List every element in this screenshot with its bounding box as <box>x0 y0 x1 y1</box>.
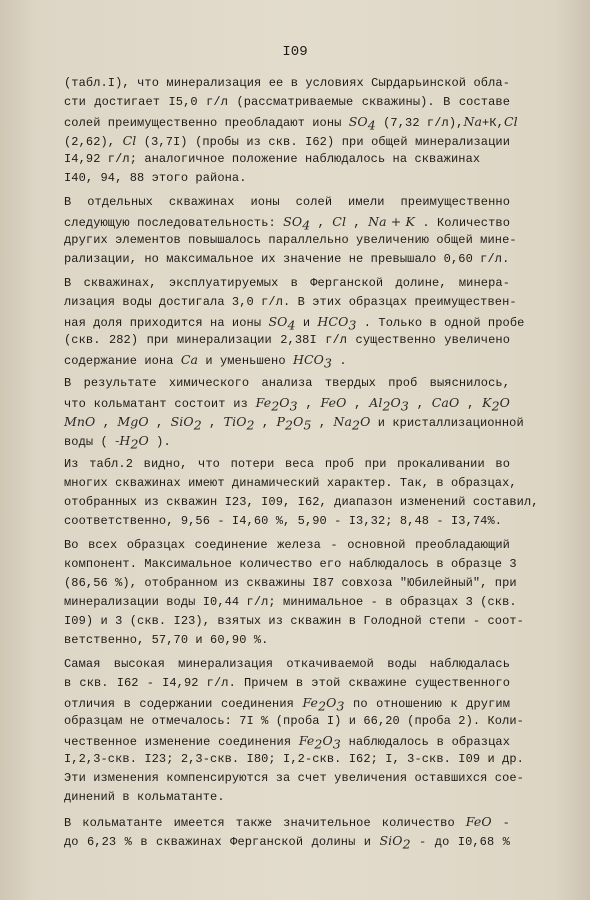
text-line <box>64 631 510 650</box>
handwritten-formula: 3 <box>323 355 333 371</box>
handwritten-formula: -H <box>115 433 131 448</box>
typed-text: наблюдалось в образцах <box>340 735 510 749</box>
text-line <box>64 250 510 269</box>
text-line <box>64 212 510 231</box>
typed-text: и кристаллизационной <box>370 416 524 430</box>
handwritten-formula: SO <box>283 214 303 229</box>
handwritten-formula: O <box>390 395 401 410</box>
typed-text: (7,32 г/л), <box>375 116 464 130</box>
text-line <box>64 731 510 750</box>
handwritten-formula: 2 <box>314 736 323 752</box>
handwritten-formula: Na <box>333 414 353 429</box>
handwritten-formula: 5 <box>303 417 312 433</box>
handwritten-formula: O <box>279 395 290 410</box>
handwritten-formula: 2 <box>193 417 202 433</box>
typed-text: воды ( <box>64 435 116 449</box>
typed-text: , <box>310 216 333 230</box>
text-line <box>64 150 510 169</box>
typed-text: компонент. Максимальное количество его наблюдалось в образце 3 <box>64 557 517 571</box>
typed-text: , <box>201 416 224 430</box>
typed-text: В кольматанте имеется также значительное количество <box>64 816 466 830</box>
text-line <box>64 93 510 112</box>
typed-text: I09) и 3 (скв. I23), взятых из скважин в Голодной степи - соот- <box>64 614 524 628</box>
typed-text: и <box>295 316 318 330</box>
typed-text: чественное изменение соединения <box>64 735 299 749</box>
handwritten-formula: 2 <box>402 836 411 852</box>
typed-text: , <box>408 397 432 411</box>
handwritten-formula: O <box>360 414 371 429</box>
handwritten-formula: Na <box>463 114 483 129</box>
handwritten-formula: 2 <box>318 698 327 714</box>
typed-text: что кольматант состоит из <box>64 397 256 411</box>
handwritten-formula: Al <box>369 395 383 410</box>
handwritten-formula: Ca <box>180 352 199 367</box>
typed-text: рализации, но максимальное их значение не превышало 0,60 г/л. <box>64 252 510 266</box>
text-line <box>64 131 510 150</box>
typed-text: , <box>148 416 171 430</box>
typed-text: содержание иона <box>64 354 181 368</box>
typed-text: ная доля приходится на ионы <box>64 316 269 330</box>
typed-text: Из табл.2 видно, что потери веса проб при прокаливании во <box>64 457 510 471</box>
text-line <box>64 674 510 693</box>
typed-text: ветственно, 57,70 и 60,90 %. <box>64 633 269 647</box>
text-line <box>64 712 524 731</box>
typed-text: , <box>297 397 321 411</box>
handwritten-formula: 2 <box>382 398 391 414</box>
typed-text: других элементов повышалось параллельно увеличению общей мине- <box>64 233 517 247</box>
text-line <box>64 693 510 712</box>
typed-text: В скважинах, эксплуатируемых в Ферганской долине, минера- <box>64 276 510 290</box>
text-line <box>64 193 510 212</box>
typed-text: I,2,3-скв. I23; 2,3-скв. I80; I,2-скв. I62; I, 3-скв. I09 и др. <box>64 752 524 766</box>
handwritten-formula: Fe <box>255 395 272 410</box>
handwritten-formula: 4 <box>367 117 376 133</box>
handwritten-formula: Fe <box>302 695 319 710</box>
typed-text: динений в кольматанте. <box>64 790 225 804</box>
text-line <box>64 393 510 412</box>
typed-text: , <box>95 416 118 430</box>
typed-text: - до I0,68 % <box>410 835 510 849</box>
text-line <box>64 169 510 188</box>
text-line <box>64 293 517 312</box>
typed-text: . Только в одной пробе <box>356 316 525 330</box>
text-line <box>64 812 510 831</box>
handwritten-formula: 2 <box>130 436 139 452</box>
handwritten-formula: Fe <box>298 733 315 748</box>
handwritten-formula: 3 <box>336 698 345 714</box>
typed-text: I4,92 г/л; аналогичное положение наблюдалось на скважинах <box>64 152 481 166</box>
text-line <box>64 431 510 450</box>
handwritten-formula: O <box>499 395 510 410</box>
handwritten-formula: 3 <box>400 398 409 414</box>
typed-text: соответственно, 9,56 - I4,60 %, 5,90 - I3,32; 8,48 - I3,74%. <box>64 514 503 528</box>
text-line <box>64 750 524 769</box>
typed-text: до 6,23 % в скважинах Ферганской долины и <box>64 835 380 849</box>
typed-text: +К, <box>482 116 504 130</box>
typed-text: (3,7I) (пробы из скв. I62) при общей минерализации <box>136 135 510 149</box>
handwritten-formula: HCO <box>317 314 349 329</box>
typed-text: (табл.I), что минерализация ее в условиях Сырдарьинской обла- <box>64 76 510 90</box>
handwritten-formula: SiO <box>379 833 403 848</box>
typed-text: В результате химического анализа твердых проб выяснилось, <box>64 376 510 390</box>
typed-text: сти достигает I5,0 г/л (рассматриваемые скважины). В составе <box>64 95 510 109</box>
typed-text: в скв. I62 - I4,92 г/л. Причем в этой скважине существенного <box>64 676 510 690</box>
typed-text: многих скважинах имеют динамический характер. Так, в образцах, <box>64 476 517 490</box>
handwritten-formula: FeO <box>320 395 347 410</box>
text-line <box>64 312 525 333</box>
handwritten-formula: Cl <box>503 114 518 129</box>
handwritten-formula: SO <box>348 114 368 129</box>
handwritten-formula: SO <box>268 314 288 329</box>
handwritten-formula: 3 <box>289 398 298 414</box>
typed-text: . <box>332 354 347 368</box>
typed-text: отличия в содержании соединения <box>64 697 303 711</box>
handwritten-formula: 2 <box>271 398 280 414</box>
typed-text: и уменьшено <box>198 354 293 368</box>
typed-text: солей преимущественно преобладают ионы <box>64 116 349 130</box>
handwritten-formula: 3 <box>348 317 357 333</box>
typed-text: лизация воды достигала 3,0 г/л. В этих образцах преимуществен- <box>64 295 517 309</box>
handwritten-formula: Cl <box>332 214 347 229</box>
handwritten-formula: 4 <box>287 317 296 333</box>
typed-text: по отношению к другим <box>344 697 510 711</box>
handwritten-formula: 2 <box>285 417 294 433</box>
text-line <box>64 74 510 93</box>
typed-text: , <box>346 397 370 411</box>
typed-text: отобранных из скважин I23, I09, I62, диапазон изменений составил, <box>64 495 539 509</box>
text-line <box>64 412 524 433</box>
handwritten-formula: P <box>276 414 286 429</box>
typed-text: Во всех образцах соединение железа - основной преобладающий <box>64 538 510 552</box>
handwritten-formula: K <box>482 395 492 410</box>
text-line <box>64 374 510 393</box>
text-line <box>64 474 517 493</box>
handwritten-formula: HCO <box>292 352 324 367</box>
text-line <box>64 493 539 512</box>
typed-text: Самая высокая минерализация откачиваемой воды наблюдалась <box>64 657 510 671</box>
handwritten-formula: MnO <box>64 414 96 429</box>
typed-text: I40, 94, 88 этого района. <box>64 171 247 185</box>
text-line <box>64 231 517 250</box>
handwritten-formula: Cl <box>122 133 137 148</box>
handwritten-formula: TiO <box>223 414 247 429</box>
handwritten-formula: MgO <box>117 414 149 429</box>
handwritten-formula: 2 <box>246 417 255 433</box>
handwritten-formula: O <box>293 414 304 429</box>
text-line <box>64 350 510 369</box>
handwritten-formula: O <box>138 433 149 448</box>
typed-text: , <box>254 416 277 430</box>
typed-text: следующую последовательность: <box>64 216 284 230</box>
typed-text: Эти изменения компенсируются за счет увеличения оставшихся сое- <box>64 771 524 785</box>
handwritten-formula: 4 <box>302 217 311 233</box>
typed-text: , <box>459 397 483 411</box>
typed-text: (2,62), <box>64 135 123 149</box>
page-number: I09 <box>282 44 308 60</box>
typed-text: В отдельных скважинах ионы солей имели преимущественно <box>64 195 510 209</box>
handwritten-formula: SiO <box>170 414 194 429</box>
text-line <box>64 331 510 350</box>
text-line <box>64 274 510 293</box>
text-line <box>64 655 510 674</box>
body-text <box>64 74 539 852</box>
handwritten-formula: O <box>322 733 333 748</box>
typed-text: , <box>311 416 334 430</box>
handwritten-formula: 3 <box>332 736 341 752</box>
text-line <box>64 536 510 555</box>
typed-text: (скв. 282) при минерализации 2,38I г/л существенно увеличено <box>64 333 510 347</box>
handwritten-formula: O <box>326 695 337 710</box>
typed-text: , <box>346 216 369 230</box>
text-line <box>64 593 517 612</box>
typed-text: . Количество <box>414 216 510 230</box>
handwritten-formula: FeO <box>465 814 492 829</box>
text-line <box>64 574 517 593</box>
typed-text: (86,56 %), отобранном из скважины I87 совхоза "Юбилейный", при <box>64 576 517 590</box>
typed-text: - <box>491 816 510 830</box>
text-line <box>64 788 510 807</box>
handwritten-formula: 2 <box>491 398 500 414</box>
text-line <box>64 555 517 574</box>
typed-text: минерализации воды I0,44 г/л; минимальное - в образцах 3 (скв. <box>64 595 517 609</box>
text-line <box>64 831 510 850</box>
text-line <box>64 769 524 788</box>
typed-text: ). <box>148 435 171 449</box>
text-line <box>64 112 518 133</box>
handwritten-formula: Na + K <box>368 214 415 229</box>
text-line <box>64 512 510 531</box>
handwritten-formula: CaO <box>431 395 460 410</box>
typed-text: образцам не отмечалось: 7I % (проба I) и 66,20 (проба 2). Коли- <box>64 714 524 728</box>
text-line <box>64 455 510 474</box>
text-line <box>64 612 524 631</box>
handwritten-formula: 2 <box>352 417 361 433</box>
